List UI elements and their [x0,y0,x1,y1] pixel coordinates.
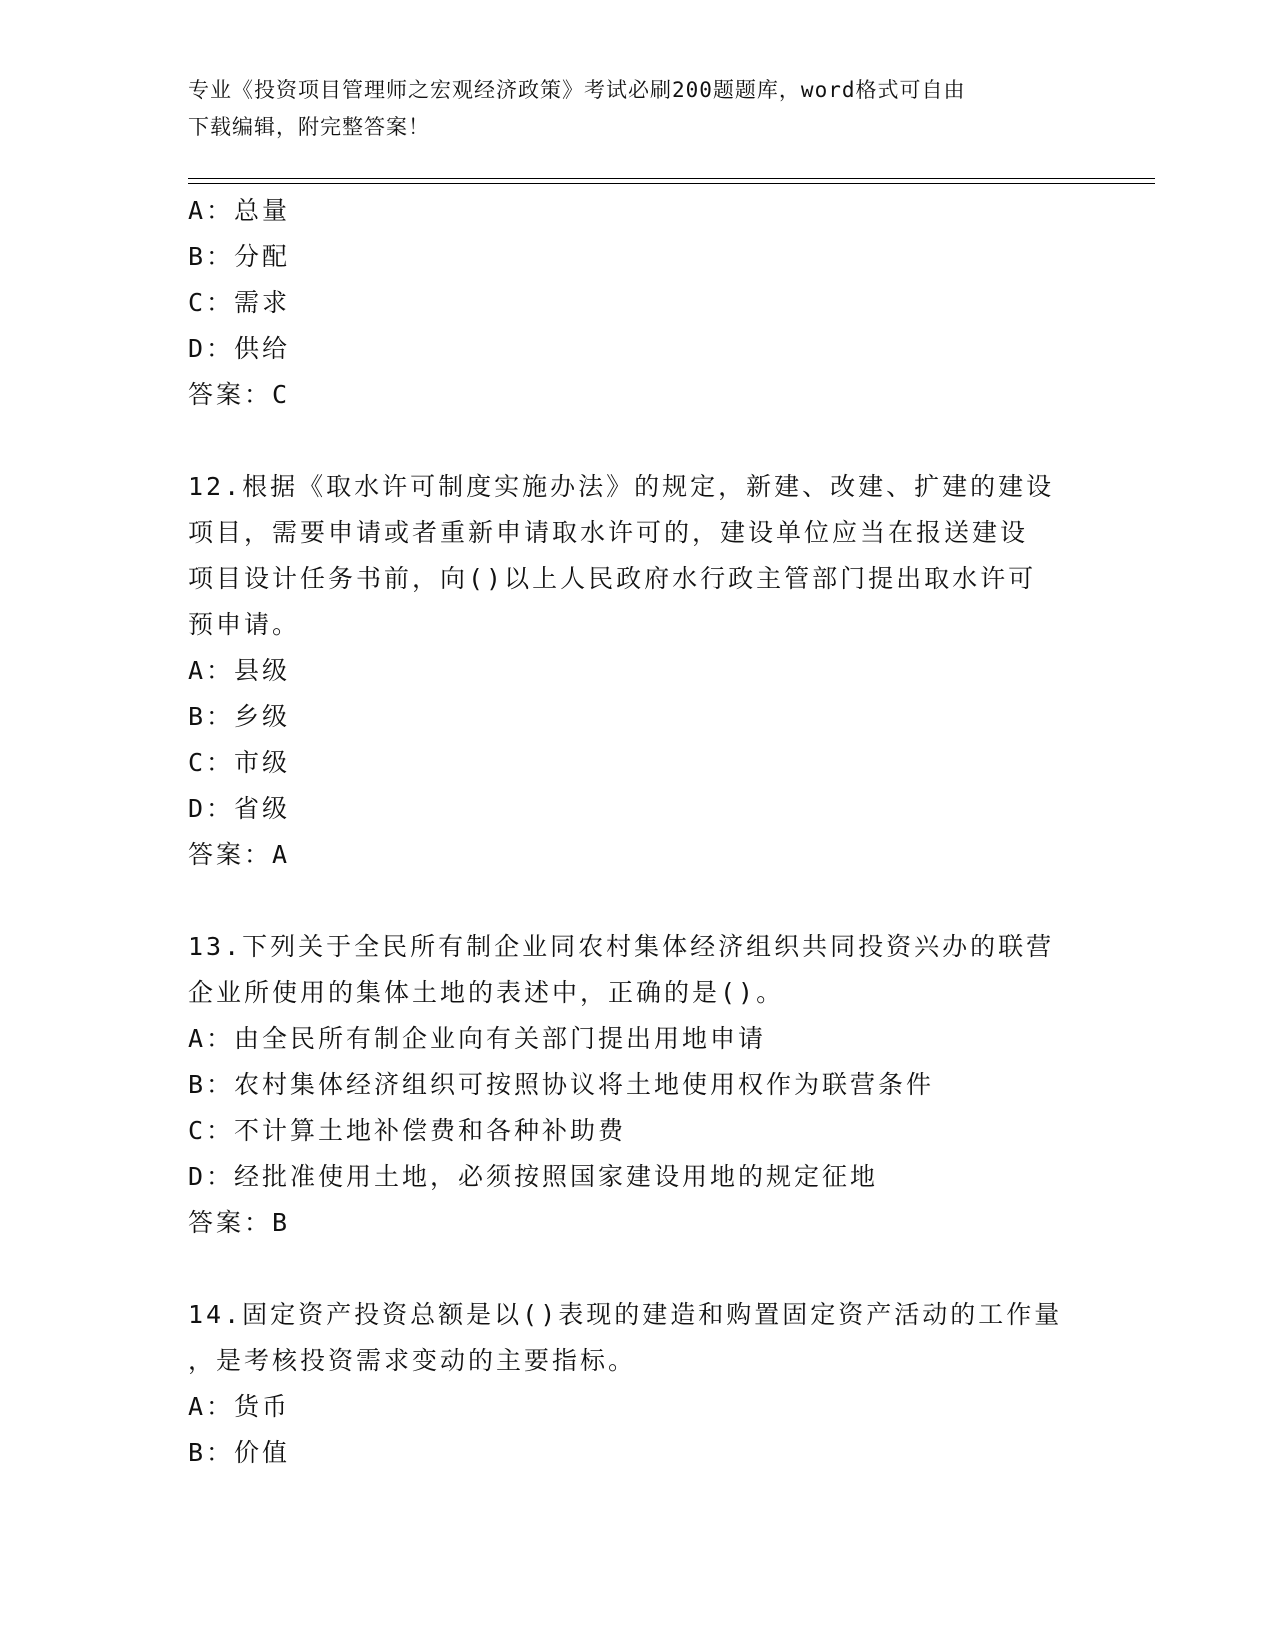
header-line-2: 下载编辑，附完整答案！ [188,115,430,139]
spacer [188,1246,1078,1292]
question-text-line: 12.根据《取水许可制度实施办法》的规定，新建、改建、扩建的建设 [188,472,1055,501]
question-text-line: 项目，需要申请或者重新申请取水许可的，建设单位应当在报送建设 [188,518,1029,547]
option-a: A：货币 [188,1392,291,1421]
question-text-line: ，是考核投资需求变动的主要指标。 [188,1346,637,1375]
option-c: C：市级 [188,748,291,777]
document-body [188,188,1078,1476]
option-b: B：乡级 [188,702,291,731]
option-d: D：供给 [188,334,291,363]
option-c: C：不计算土地补偿费和各种补助费 [188,1116,627,1145]
option-a: A：县级 [188,656,291,685]
document-header [188,72,1068,146]
spacer [188,878,1078,924]
question-text-line: 预申请。 [188,610,301,639]
answer: 答案：B [188,1208,291,1237]
option-d: D：省级 [188,794,291,823]
question-text-line: 13.下列关于全民所有制企业同农村集体经济组织共同投资兴办的联营 [188,932,1055,961]
header-rule-top [188,178,1155,179]
option-b: B：农村集体经济组织可按照协议将土地使用权作为联营条件 [188,1070,935,1099]
question-text-line: 项目设计任务书前，向()以上人民政府水行政主管部门提出取水许可 [188,564,1037,593]
header-rule-bottom [188,183,1155,184]
question-14 [188,1292,1078,1476]
option-d: D：经批准使用土地，必须按照国家建设用地的规定征地 [188,1162,879,1191]
question-text-line: 企业所使用的集体土地的表述中，正确的是()。 [188,978,785,1007]
option-b: B：价值 [188,1438,291,1467]
answer: 答案：A [188,840,291,869]
option-a: A：总量 [188,196,291,225]
option-b: B：分配 [188,242,291,271]
question-12 [188,464,1078,878]
spacer [188,418,1078,464]
question-text-line: 14.固定资产投资总额是以()表现的建造和购置固定资产活动的工作量 [188,1300,1063,1329]
question-13 [188,924,1078,1246]
option-a: A：由全民所有制企业向有关部门提出用地申请 [188,1024,767,1053]
option-c: C：需求 [188,288,291,317]
question-11 [188,188,1078,418]
header-line-1: 专业《投资项目管理师之宏观经济政策》考试必刷200题题库，word格式可自由 [188,78,966,102]
answer: 答案：C [188,380,291,409]
